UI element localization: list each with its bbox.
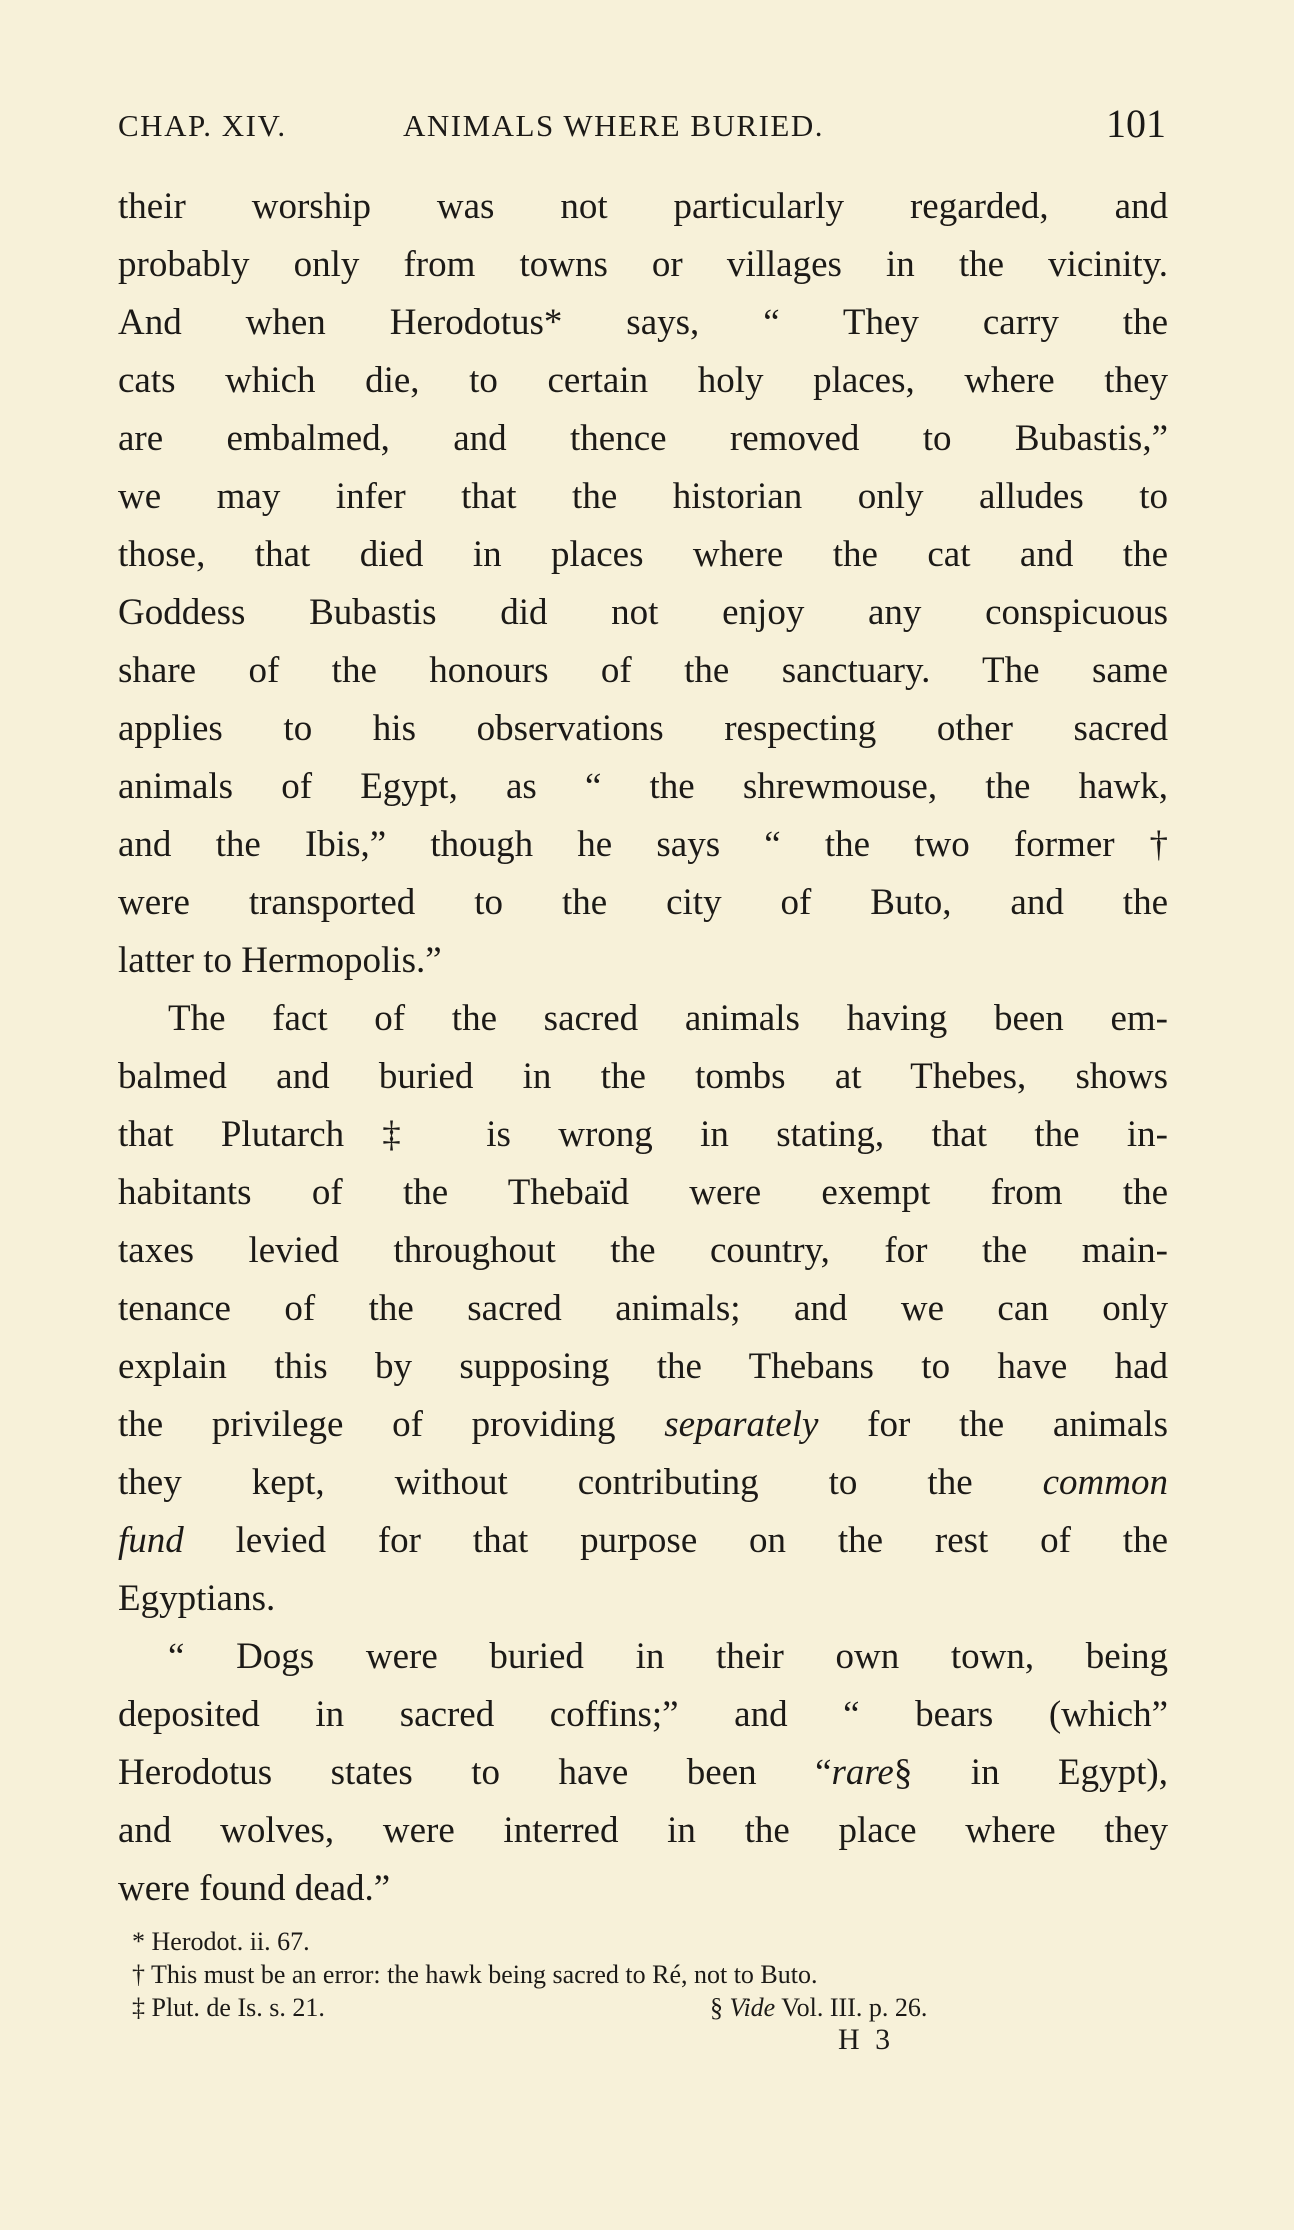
footnote: ‡ Plut. de Is. s. 21. (132, 1993, 325, 2022)
footnote-row (132, 1991, 1172, 2024)
footnote: * Herodot. ii. 67. (132, 1927, 310, 1956)
footnote-text: Vol. III. p. 26. (775, 1993, 928, 2022)
italic-word: common (1042, 1462, 1168, 1503)
paragraph-start-line: The fact of the sacred animals having been em- (168, 998, 1168, 1039)
text-line: those, that died in places where the cat and the (118, 534, 1168, 575)
text-line: taxes levied throughout the country, for the main- (118, 1230, 1168, 1271)
text-line (118, 1454, 1168, 1512)
text-line: applies to his observations respecting other sacred (118, 708, 1168, 749)
text-line (118, 1744, 1168, 1802)
text-segment: § in Egypt), (893, 1752, 1168, 1793)
text-segment: Herodotus states to have been “ (118, 1752, 832, 1793)
text-line: and wolves, were interred in the place where they (118, 1810, 1168, 1851)
running-title: ANIMALS WHERE BURIED. (403, 108, 824, 143)
text-segment: the privilege of providing (118, 1404, 665, 1445)
text-line (118, 1512, 1168, 1570)
text-line: their worship was not particularly regarded, and (118, 186, 1168, 227)
text-line: that Plutarch‡ is wrong in stating, that the in- (118, 1114, 1168, 1155)
text-segment: levied for that purpose on the rest of the (183, 1520, 1168, 1561)
italic-word: Vide (729, 1993, 776, 2022)
text-segment: for the animals (818, 1404, 1168, 1445)
text-line: probably only from towns or villages in the vicinity. (118, 244, 1168, 285)
footnote (710, 1991, 927, 2024)
text-line: deposited in sacred coffins;” and “ bears (which” (118, 1694, 1168, 1735)
text-segment: they kept, without contributing to the (118, 1462, 1043, 1503)
text-line: were transported to the city of Buto, and the (118, 882, 1168, 923)
text-line: we may infer that the historian only alludes to (118, 476, 1168, 517)
text-line: balmed and buried in the tombs at Thebes, shows (118, 1056, 1168, 1097)
text-line: animals of Egypt, as “ the shrewmouse, the hawk, (118, 766, 1168, 807)
text-line: tenance of the sacred animals; and we can only (118, 1288, 1168, 1329)
italic-word: fund (118, 1520, 184, 1561)
text-line: latter to Hermopolis.” (118, 940, 442, 981)
paragraph-start-line: “ Dogs were buried in their own town, being (168, 1636, 1168, 1677)
text-line: cats which die, to certain holy places, where they (118, 360, 1168, 401)
signature-mark: H 3 (838, 2023, 895, 2056)
text-line: habitants of the Thebaïd were exempt from the (118, 1172, 1168, 1213)
text-line: were found dead.” (118, 1868, 391, 1909)
text-line: explain this by supposing the Thebans to have had (118, 1346, 1168, 1387)
page-number: 101 (1106, 101, 1166, 146)
running-header (118, 100, 1166, 150)
footnote-mark: § (710, 1993, 730, 2022)
text-line: Goddess Bubastis did not enjoy any conspicuous (118, 592, 1168, 633)
chapter-label: CHAP. XIV. (118, 108, 287, 143)
footnote: † This must be an error: the hawk being sacred to Ré, not to Buto. (132, 1960, 818, 1989)
text-line: and the Ibis,” though he says “ the two former† (118, 824, 1168, 865)
text-line: And when Herodotus* says, “ They carry the (118, 302, 1168, 343)
text-line: are embalmed, and thence removed to Bubastis,” (118, 418, 1168, 459)
italic-word: rare (831, 1752, 894, 1793)
text-line (118, 1396, 1168, 1454)
italic-word: separately (664, 1404, 819, 1445)
footnotes (132, 1925, 1172, 2024)
body-text (118, 178, 1168, 1918)
text-line: Egyptians. (118, 1578, 276, 1619)
text-line: share of the honours of the sanctuary. The same (118, 650, 1168, 691)
